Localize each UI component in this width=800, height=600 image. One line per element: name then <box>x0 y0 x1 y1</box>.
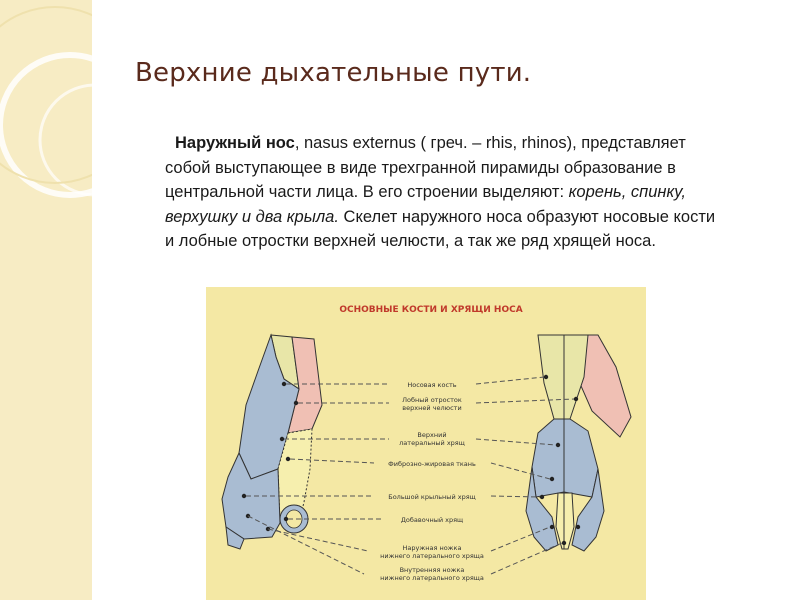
figure-title: ОСНОВНЫЕ КОСТИ И ХРЯЩИ НОСА <box>339 305 523 315</box>
label-fibrofatty: Фиброзно-жировая ткань <box>388 460 476 468</box>
nose-anatomy-figure <box>206 287 646 600</box>
term-external-nose: Наружный нос <box>175 134 295 152</box>
label-upper-lateral-l1: Верхний <box>417 431 447 439</box>
nasal-bone-frontal <box>538 335 588 433</box>
label-accessory: Добавочный хрящ <box>400 516 464 524</box>
label-frontal-process-l2: верхней челюсти <box>402 404 462 412</box>
label-major-alar: Большой крыльный хрящ <box>388 493 476 501</box>
nose-anatomy-illustration <box>206 287 646 600</box>
label-medial-crus-l1: Внутренняя ножка <box>399 566 465 574</box>
label-lateral-crus-l2: нижнего латерального хряща <box>380 552 484 560</box>
nose-parts-italic: корень, спинку, верхушку и два крыла. <box>165 183 686 226</box>
label-nasal-bone: Носовая кость <box>407 381 457 389</box>
body-paragraph <box>165 131 725 254</box>
decorative-side-band <box>0 0 92 600</box>
figure-labels <box>380 381 484 582</box>
paragraph-text-part2: Скелет наружного носа образуют носовые кости и лобные отростки верхней челюсти, а так же ряд хрящей носа. <box>165 207 716 250</box>
label-medial-crus-l2: нижнего латерального хряща <box>380 574 484 582</box>
lateral-view <box>222 335 322 549</box>
label-lateral-crus-l1: Наружная ножка <box>402 544 462 552</box>
slide-title: Верхние дыхательные пути. <box>135 58 532 88</box>
decorative-circles <box>0 0 92 600</box>
label-frontal-process-l1: Лобный отросток <box>402 396 462 404</box>
upper-lateral-cartilage-frontal <box>532 419 598 497</box>
paragraph-text-part1: , nasus externus ( греч. – rhis, rhinos), представляет собой выступающее в виде трехгранной пирамиды образование в центральной части лица. В его строении выделяют: <box>165 134 686 201</box>
septal-columella <box>556 493 574 549</box>
frontal-view <box>526 335 631 551</box>
label-upper-lateral-l2: латеральный хрящ <box>399 439 465 447</box>
